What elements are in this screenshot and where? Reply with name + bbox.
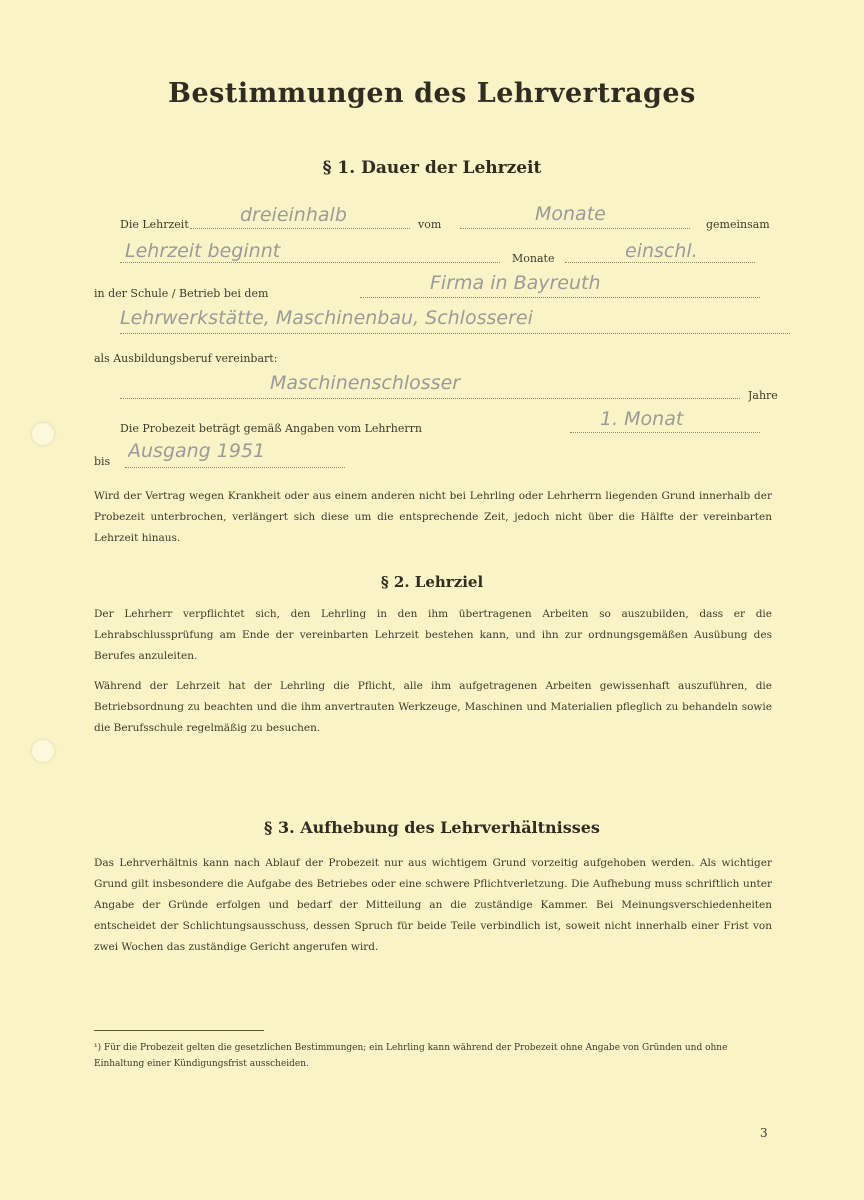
fill-line <box>120 398 740 399</box>
handwritten-entry: Lehrzeit beginnt <box>125 240 281 262</box>
handwritten-entry: dreieinhalb <box>240 204 347 226</box>
section-2-paragraph-1: Der Lehrherr verpflichtet sich, den Lehrling in den ihm übertragenen Arbeiten so auszubilden, dass er die Lehrabschlussprüfung am Ende der vereinbarten Lehrzeit bestehen kann, und ihn zur ordnungsgemäßen Ausübung des Berufes anzuleiten. <box>94 608 772 662</box>
form-label: Die Probezeit beträgt gemäß Angaben vom Lehrherrn <box>120 422 422 435</box>
page-number: 3 <box>760 1126 768 1140</box>
section-2-paragraph-2: Während der Lehrzeit hat der Lehrling die Pflicht, alle ihm aufgetragenen Arbeiten gewissenhaft auszuführen, die Betriebsordnung zu beachten und die ihm anvertrauten Werkzeuge, Maschinen und Materialien pfleglich zu behandeln sowie die Berufsschule regelmäßig zu besuchen. <box>94 680 772 734</box>
handwritten-entry: einschl. <box>625 240 698 262</box>
handwritten-entry: Monate <box>535 203 606 225</box>
fill-line <box>570 432 760 433</box>
fill-line <box>190 228 410 229</box>
form-label: gemeinsam <box>706 218 770 231</box>
form-label: als Ausbildungsberuf vereinbart: <box>94 352 278 365</box>
fill-line <box>120 333 790 334</box>
form-label: Die Lehrzeit <box>120 218 189 231</box>
punch-hole-bottom <box>32 740 54 762</box>
footnote-divider <box>94 1030 264 1031</box>
document-title: Bestimmungen des Lehrvertrages <box>168 78 696 109</box>
form-label: in der Schule / Betrieb bei dem <box>94 287 269 300</box>
handwritten-entry: Firma in Bayreuth <box>430 272 601 294</box>
handwritten-entry: Lehrwerkstätte, Maschinenbau, Schlosserei <box>120 307 533 329</box>
section-3-heading: § 3. Aufhebung des Lehrverhältnisses <box>264 818 600 837</box>
fill-line <box>460 228 690 229</box>
fill-line <box>125 467 345 468</box>
fill-line <box>120 262 500 263</box>
form-label: Jahre <box>748 389 778 402</box>
handwritten-entry: Maschinenschlosser <box>270 372 461 394</box>
form-label: vom <box>418 218 442 231</box>
form-label: bis <box>94 455 111 468</box>
form-label: Monate <box>512 252 555 265</box>
punch-hole-top <box>32 423 54 445</box>
footnote: ¹) Für die Probezeit gelten die gesetzlichen Bestimmungen; ein Lehrling kann während der Probezeit ohne Angabe von Gründen und ohne Einhaltung einer Kündigungsfrist ausscheiden. <box>94 1043 728 1069</box>
section-1-paragraph: Wird der Vertrag wegen Krankheit oder aus einem anderen nicht bei Lehrling oder Lehrherrn liegenden Grund innerhalb der Probezeit unterbrochen, verlängert sich diese um die entsprechende Zeit, jedoch nicht über die Hälfte der vereinbarten Lehrzeit hinaus. <box>94 490 772 544</box>
handwritten-entry: Ausgang 1951 <box>128 440 266 462</box>
handwritten-entry: 1. Monat <box>600 408 684 430</box>
section-2-heading: § 2. Lehrziel <box>380 573 484 591</box>
section-3-paragraph: Das Lehrverhältnis kann nach Ablauf der Probezeit nur aus wichtigem Grund vorzeitig aufgehoben werden. Als wichtiger Grund gilt insbesondere die Aufgabe des Betriebes oder eine schwere Pflichtverletzung. Die Aufhebung muss schriftlich unter Angabe der Gründe erfolgen und bedarf der Mitteilung an die zuständige Kammer. Bei Meinungsverschiedenheiten entscheidet der Schlichtungsausschuss, dessen Spruch für beide Teile verbindlich ist, soweit nicht innerhalb einer Frist von zwei Wochen das zuständige Gericht angerufen wird. <box>94 857 772 953</box>
section-1-heading: § 1. Dauer der Lehrzeit <box>322 158 542 178</box>
fill-line <box>565 262 755 263</box>
fill-line <box>360 297 760 298</box>
